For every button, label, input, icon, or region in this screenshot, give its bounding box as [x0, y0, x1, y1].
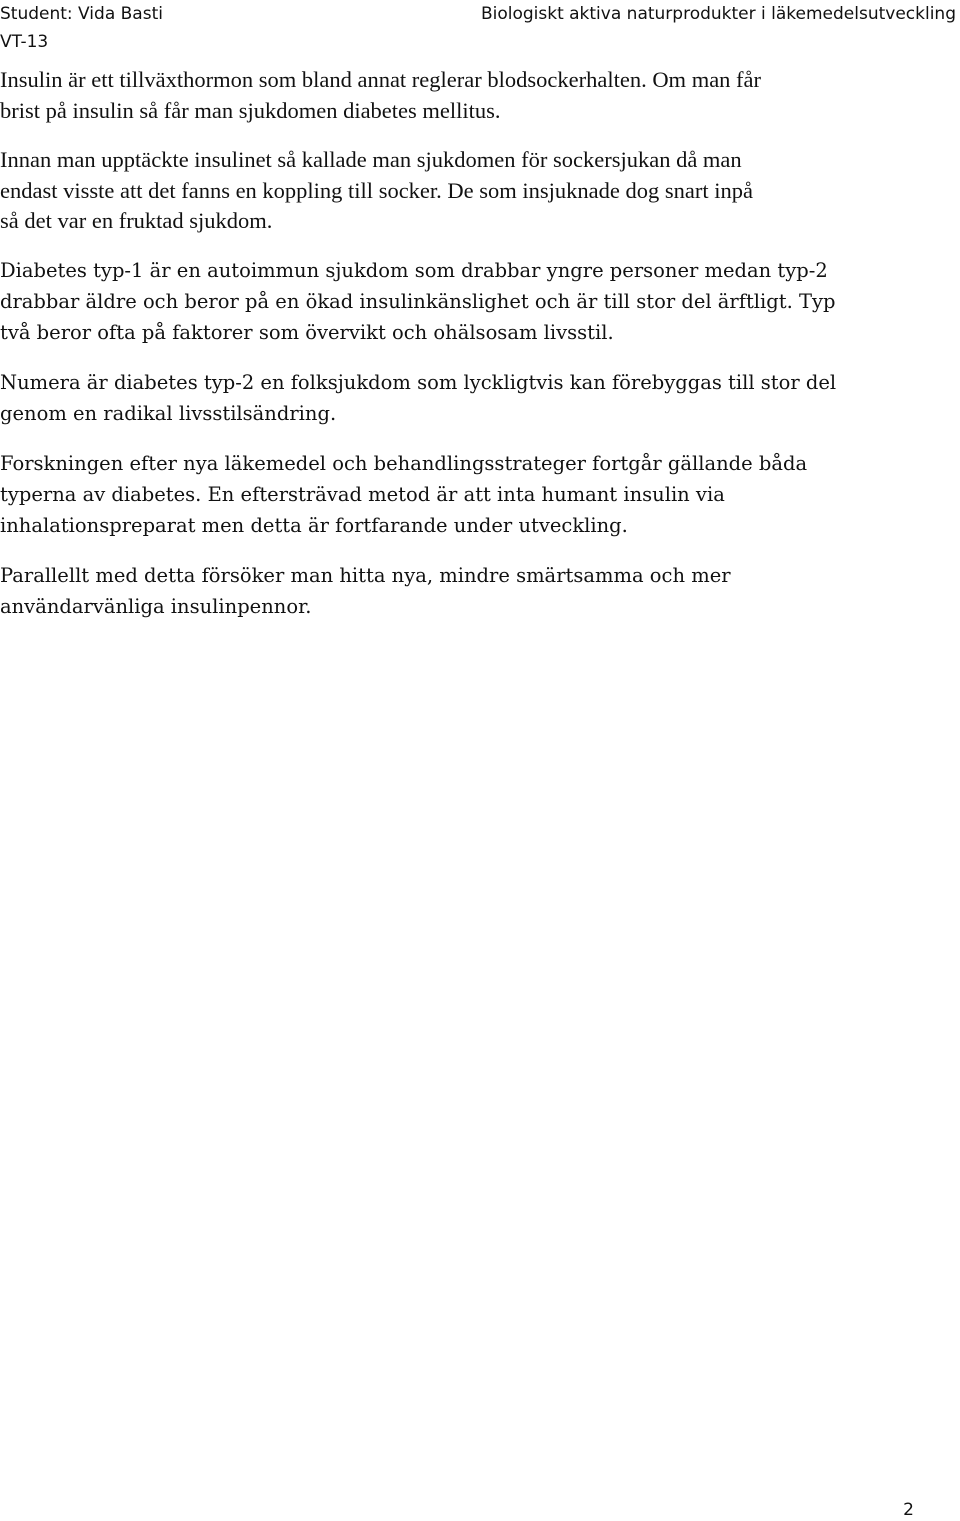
paragraph-diabetes-types: Diabetes typ-1 är en autoimmun sjukdom som drabbar yngre personer medan typ-2 drabbar äldre och beror på en ökad insulinkänslighet och är till stor del ärftligt. Typ två beror ofta på faktorer som övervikt och ohälsosam livsstil. [0, 258, 836, 344]
paragraph-public-health: Numera är diabetes typ-2 en folksjukdom som lyckligtvis kan förebyggas till stor del genom en radikal livsstilsändring. [0, 370, 837, 425]
paragraph-history: Innan man upptäckte insulinet så kallade man sjukdomen för sockersjukan då man endast visste att det fanns en koppling till socker. De som insjuknade dog snart inpå så det var en fruktad sjukdom. [0, 147, 753, 233]
paragraph-research: Forskningen efter nya läkemedel och behandlingsstrateger fortgår gällande båda typerna av diabetes. En eftersträvad metod är att inta humant insulin via inhalationspreparat men detta är fortfarande under utveckling. [0, 451, 808, 537]
page-header-left [0, 0, 163, 56]
paragraph-insulin-pens: Parallellt med detta försöker man hitta nya, mindre smärtsamma och mer användarvänliga insulinpennor. [0, 563, 731, 618]
paragraph-insulin-intro: Insulin är ett tillväxthormon som bland annat reglerar blodsockerhalten. Om man får brist på insulin så får man sjukdomen diabetes mellitus. [0, 67, 762, 123]
document-body [0, 65, 930, 622]
page-number: 2 [903, 1500, 914, 1520]
student-name: Student: Vida Basti [0, 4, 163, 24]
course-title: Biologiskt aktiva naturprodukter i läkemedelsutveckling [480, 4, 956, 24]
term-label: VT-13 [0, 32, 49, 52]
